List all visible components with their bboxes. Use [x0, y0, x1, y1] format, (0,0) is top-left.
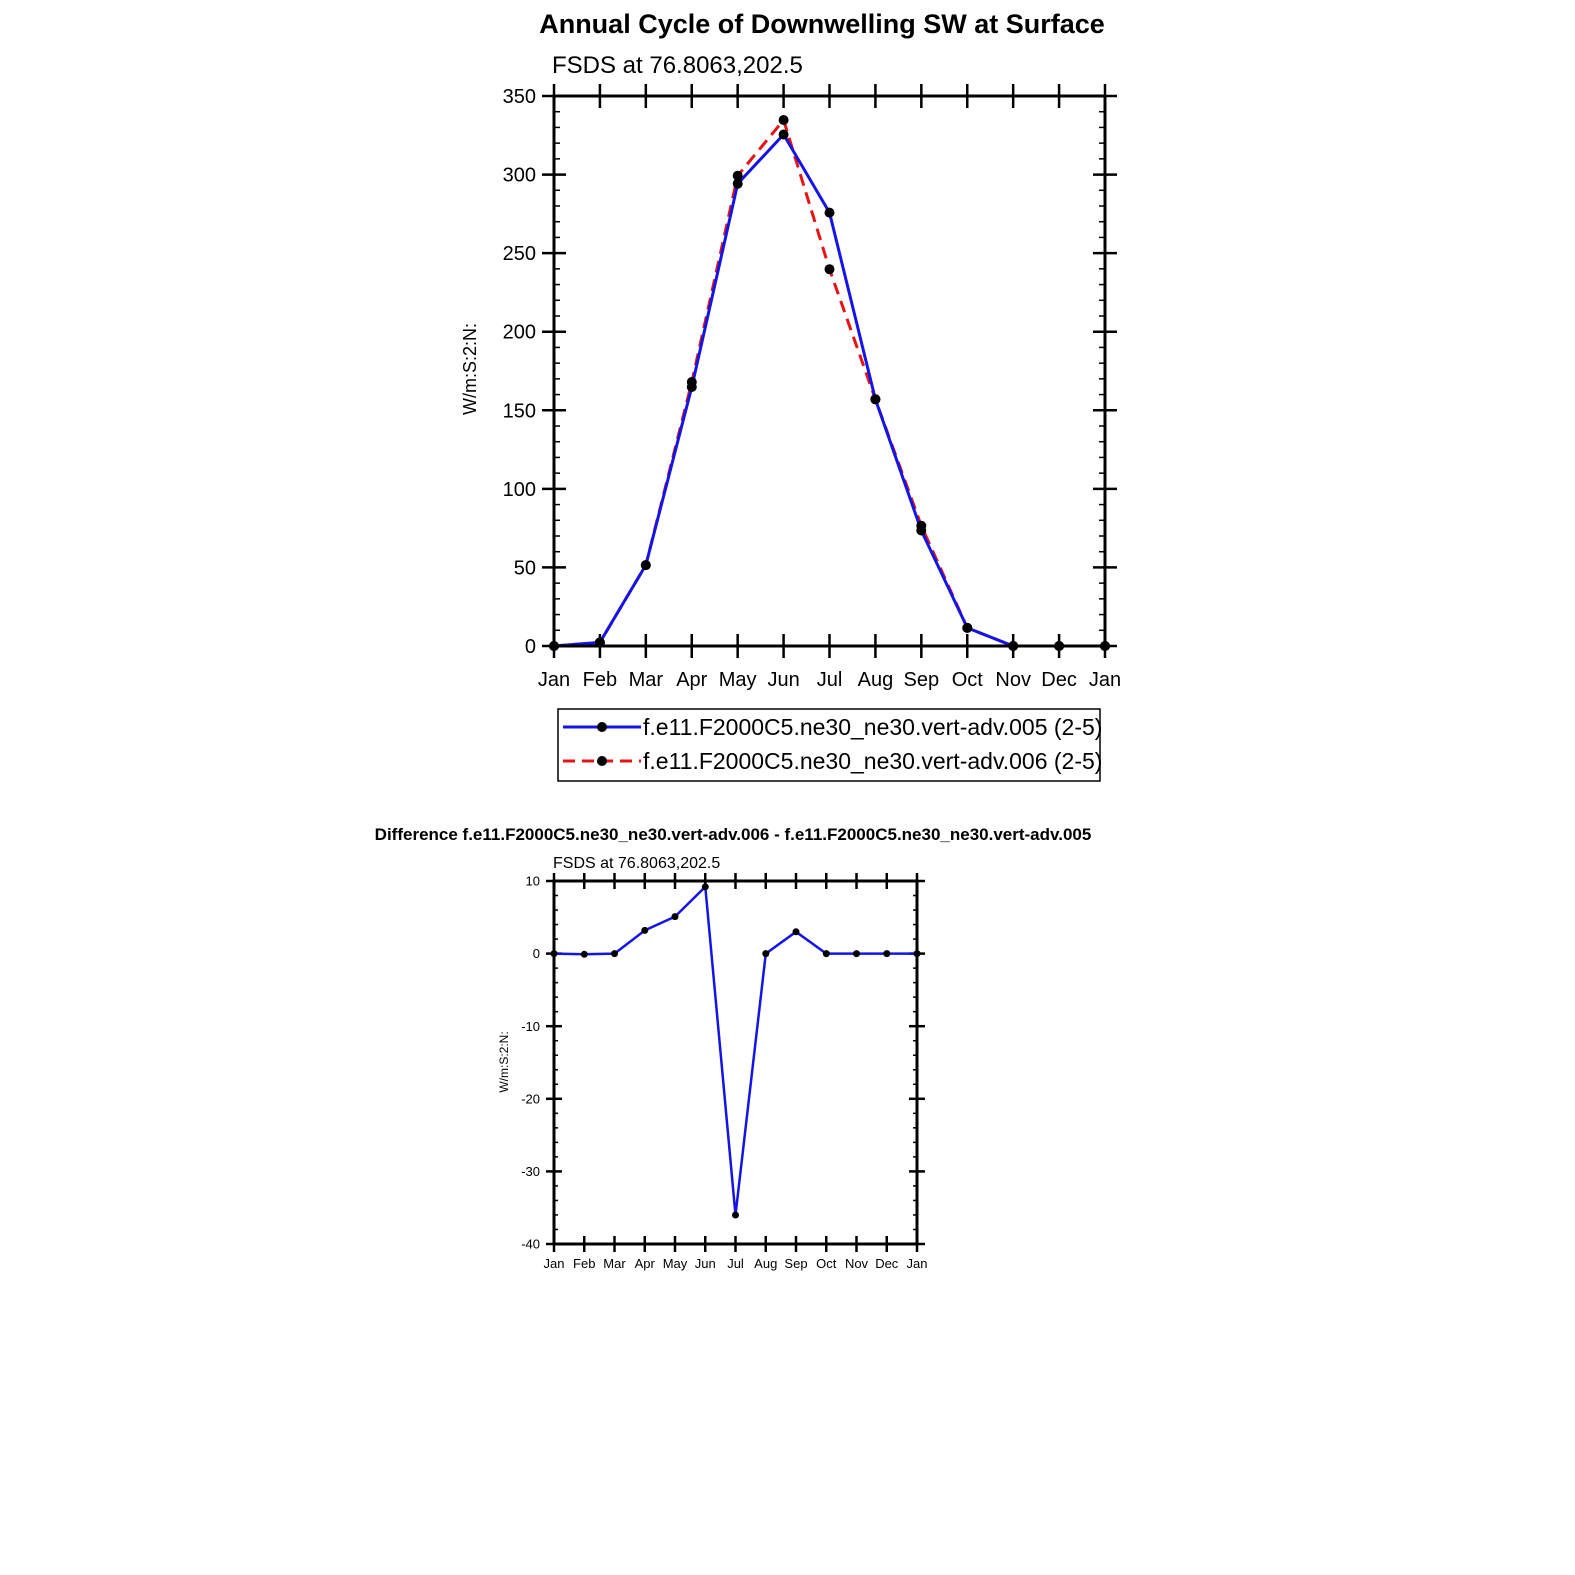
plot-frame: [554, 96, 1105, 646]
x-tick-label: May: [662, 1256, 688, 1271]
x-tick-label: Nov: [844, 1256, 869, 1271]
x-tick-label: Jun: [767, 669, 800, 691]
series-lines: [554, 887, 917, 1215]
legend-marker: [597, 722, 607, 732]
chart-title: Difference f.e11.F2000C5.ne30_ne30.vert-adv.006 - f.e11.F2000C5.ne30_ne30.vert-adv.005: [374, 825, 1092, 844]
data-point: [687, 382, 697, 392]
x-tick-labels: [538, 669, 1121, 691]
x-tick-label: Oct: [951, 669, 983, 691]
data-point: [762, 950, 769, 957]
y-tick-labels: [503, 86, 536, 658]
x-tick-label: Jan: [537, 669, 571, 691]
tick-marks: [546, 873, 925, 1252]
data-point: [641, 560, 651, 570]
y-tick-label: 100: [502, 478, 536, 501]
x-tick-label: Nov: [995, 669, 1031, 691]
x-tick-label: Feb: [582, 669, 618, 691]
x-tick-label: Jul: [727, 1256, 744, 1271]
y-tick-label: 50: [513, 557, 536, 580]
chart-subtitle: FSDS at 76.8063,202.5: [552, 52, 803, 79]
series-markers: [549, 115, 1110, 651]
y-tick-label: 0: [524, 636, 536, 658]
y-tick-label: 10: [525, 873, 540, 889]
x-tick-label: Mar: [628, 669, 664, 691]
series-line-1: [554, 120, 1105, 646]
legend-label: f.e11.F2000C5.ne30_ne30.vert-adv.005 (2-5): [643, 714, 1103, 740]
data-point: [916, 526, 926, 536]
x-tick-label: Aug: [857, 669, 894, 691]
data-point: [779, 130, 789, 140]
y-axis-label: W/m:S:2:N:: [460, 322, 480, 416]
x-tick-label: Feb: [573, 1256, 596, 1271]
y-tick-labels: [521, 874, 540, 1252]
plot-frame: [554, 881, 917, 1244]
y-tick-label: -40: [521, 1236, 540, 1252]
legend-marker: [597, 756, 607, 766]
y-tick-label: -10: [521, 1018, 540, 1034]
chart-title: Annual Cycle of Downwelling SW at Surface: [539, 9, 1105, 39]
series-lines: [554, 120, 1105, 646]
data-point: [825, 264, 835, 274]
y-tick-label: -20: [521, 1091, 540, 1107]
data-point: [853, 950, 860, 957]
data-point: [672, 913, 679, 920]
x-tick-label: Jun: [694, 1256, 716, 1271]
x-tick-label: Dec: [1041, 669, 1077, 691]
data-point: [962, 623, 972, 633]
x-tick-label: Sep: [903, 669, 940, 691]
data-point: [641, 927, 648, 934]
annual-cycle-chart: [460, 9, 1121, 781]
x-tick-label: Apr: [676, 669, 708, 691]
y-tick-label: 250: [502, 243, 536, 266]
data-point: [581, 951, 588, 958]
data-point: [733, 179, 743, 189]
x-tick-labels: [544, 1256, 928, 1271]
x-tick-label: Jan: [1088, 669, 1122, 691]
data-point: [611, 950, 618, 957]
y-tick-label: 0: [532, 946, 540, 962]
legend-label: f.e11.F2000C5.ne30_ne30.vert-adv.006 (2-5): [643, 748, 1103, 774]
data-point: [823, 950, 830, 957]
x-tick-label: Mar: [603, 1256, 626, 1271]
data-point: [825, 208, 835, 218]
chart-subtitle: FSDS at 76.8063,202.5: [553, 855, 721, 872]
data-point: [883, 950, 890, 957]
data-point: [779, 115, 789, 125]
x-tick-label: Jul: [816, 669, 843, 691]
x-tick-label: Jan: [543, 1256, 565, 1271]
data-point: [793, 928, 800, 935]
x-tick-label: Oct: [816, 1256, 837, 1271]
y-tick-label: 350: [502, 86, 536, 108]
data-point: [732, 1212, 739, 1219]
series-line-1: [554, 887, 917, 1215]
x-tick-label: Apr: [634, 1256, 655, 1271]
difference-chart: [375, 825, 1092, 1271]
series-markers: [551, 883, 921, 1218]
data-point: [702, 883, 709, 890]
x-tick-label: May: [718, 669, 757, 691]
x-tick-label: Aug: [754, 1256, 778, 1271]
x-tick-label: Sep: [784, 1256, 808, 1271]
y-tick-label: 300: [502, 164, 536, 187]
x-tick-label: Dec: [875, 1256, 899, 1271]
data-point: [870, 394, 880, 404]
y-axis-label: W/m:S:2:N:: [497, 1031, 511, 1093]
y-tick-label: -30: [521, 1163, 540, 1179]
tick-marks: [542, 84, 1117, 658]
y-tick-label: 150: [502, 400, 536, 423]
x-tick-label: Jan: [906, 1256, 928, 1271]
y-tick-label: 200: [502, 321, 536, 344]
legend: [558, 709, 1102, 781]
